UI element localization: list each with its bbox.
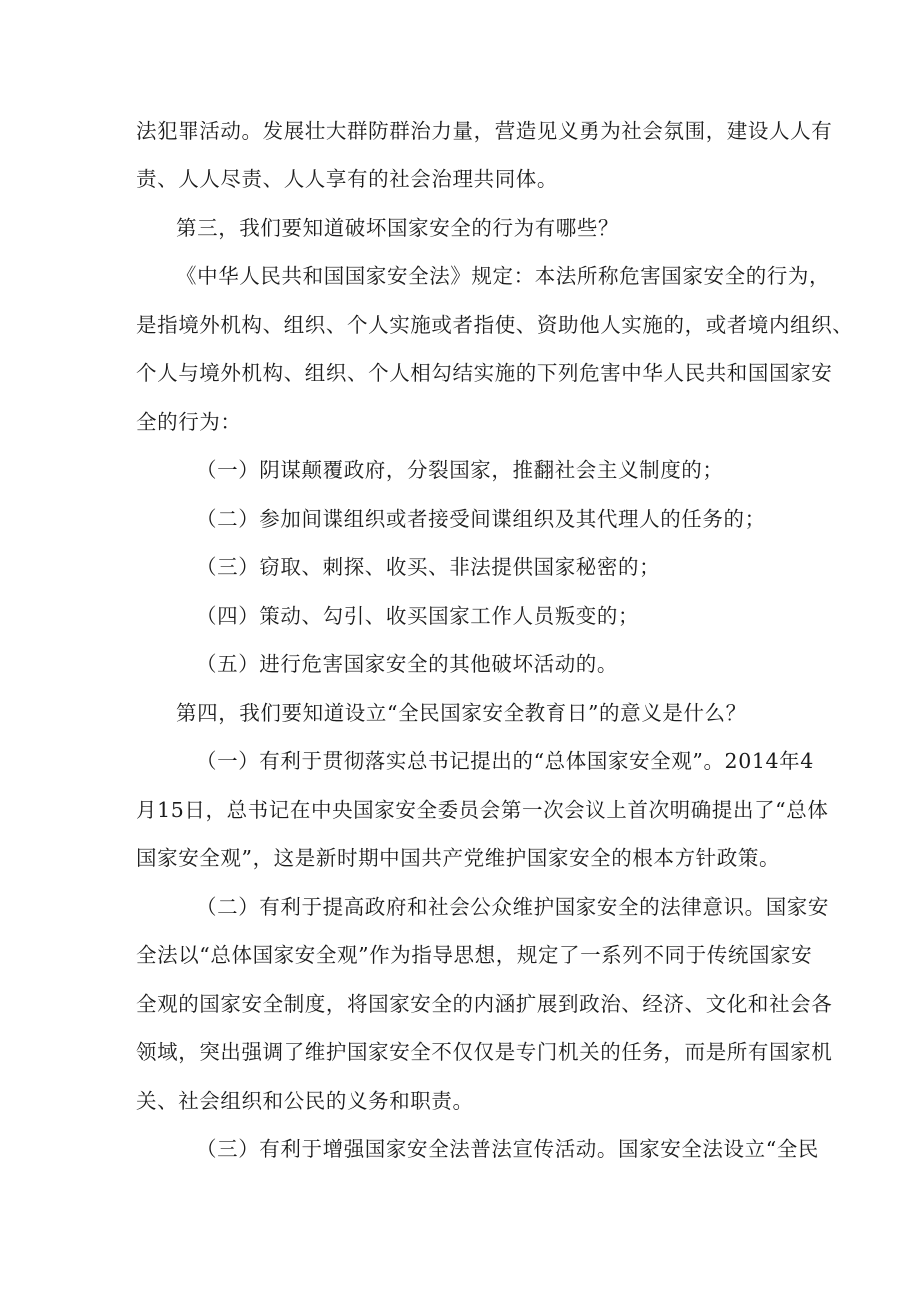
paragraph-line: 责、人人尽责、人人享有的社会治理共同体。 [136, 167, 558, 191]
list-item: （一）阴谋颠覆政府，分裂国家，推翻社会主义制度的； [196, 458, 724, 482]
paragraph-line: 个人与境外机构、组织、个人相勾结实施的下列危害中华人民共和国国家安 [136, 361, 833, 385]
list-item: （二）参加间谍组织或者接受间谍组织及其代理人的任务的； [196, 507, 766, 531]
paragraph-line: 全观的国家安全制度，将国家安全的内涵扩展到政治、经济、文化和社会各 [136, 992, 833, 1016]
paragraph-line: 关、社会组织和公民的义务和职责。 [136, 1089, 474, 1113]
paragraph-line: 《中华人民共和国国家安全法》规定：本法所称危害国家安全的行为， [176, 264, 831, 288]
paragraph-line: 国家安全观”，这是新时期中国共产党维护国家安全的根本方针政策。 [136, 846, 781, 870]
paragraph-line: （二）有利于提高政府和社会公众维护国家安全的法律意识。国家安 [196, 895, 829, 919]
list-item: （五）进行危害国家安全的其他破坏活动的。 [196, 652, 618, 676]
section-heading-four: 第四，我们要知道设立“全民国家安全教育日”的意义是什么？ [176, 701, 747, 725]
paragraph-line: 是指境外机构、组织、个人实施或者指使、资助他人实施的，或者境内组织、 [136, 313, 854, 337]
list-item: （三）窃取、刺探、收买、非法提供国家秘密的； [196, 555, 661, 579]
paragraph-line: 法犯罪活动。发展壮大群防群治力量，营造见义勇为社会氛围，建设人人有 [136, 119, 833, 143]
paragraph-line: 全的行为： [136, 410, 242, 434]
paragraph-line: （三）有利于增强国家安全法普法宣传活动。国家安全法设立“全民 [196, 1137, 819, 1161]
list-item: （四）策动、勾引、收买国家工作人员叛变的； [196, 604, 640, 628]
paragraph-line: 月15日，总书记在中央国家安全委员会第一次会议上首次明确提出了“总体 [136, 798, 829, 822]
paragraph-line: （一）有利于贯彻落实总书记提出的“总体国家安全观”。2014年4 [196, 749, 814, 773]
paragraph-line: 领域，突出强调了维护国家安全不仅仅是专门机关的任务，而是所有国家机 [136, 1040, 833, 1064]
section-heading-three: 第三，我们要知道破坏国家安全的行为有哪些？ [176, 216, 620, 240]
paragraph-line: 全法以“总体国家安全观”作为指导思想，规定了一系列不同于传统国家安 [136, 943, 813, 967]
